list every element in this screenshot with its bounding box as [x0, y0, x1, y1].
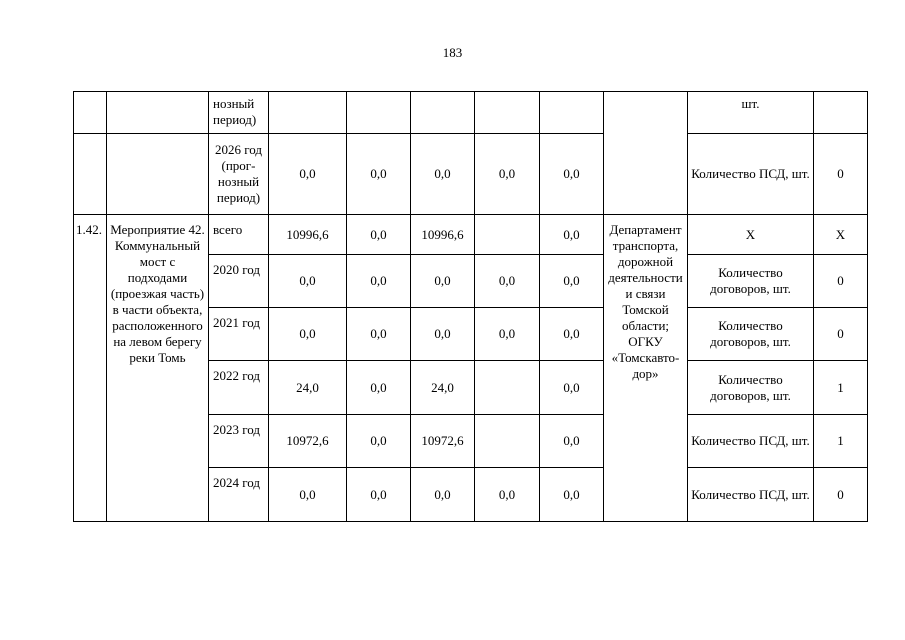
cell-value: 0,0: [540, 255, 604, 308]
cell-period: 2021 год: [209, 308, 269, 361]
cell-value: 0,0: [269, 468, 347, 522]
cell-value: [475, 361, 540, 415]
cell-indicator: Количество договоров, шт.: [688, 361, 814, 415]
cell-value: 0,0: [540, 468, 604, 522]
cell-value: 0,0: [411, 468, 475, 522]
cell-value: 0,0: [347, 308, 411, 361]
cell-value: 0,0: [347, 255, 411, 308]
cell-indicator-value: 1: [814, 415, 868, 468]
cell-value: 0,0: [540, 134, 604, 215]
cell-indicator-value: X: [814, 215, 868, 255]
cell-indicator-value: 1: [814, 361, 868, 415]
cell-value: 0,0: [411, 134, 475, 215]
table-row: [74, 215, 868, 255]
cell-indicator-value: 0: [814, 468, 868, 522]
table-row: [74, 92, 868, 134]
cell-value: 0,0: [411, 308, 475, 361]
cell-name-empty: [107, 92, 209, 134]
cell-period: 2022 год: [209, 361, 269, 415]
cell-value: 0,0: [540, 361, 604, 415]
cell-executor-empty: [604, 92, 688, 215]
cell-period: 2026 год (прог-нозный период): [209, 134, 269, 215]
cell-value: [475, 415, 540, 468]
cell-value: 10996,6: [269, 215, 347, 255]
program-table: [73, 91, 868, 522]
cell-value: 0,0: [347, 468, 411, 522]
cell-value: 0,0: [269, 134, 347, 215]
cell-value: 0,0: [347, 134, 411, 215]
cell-period: 2024 год: [209, 468, 269, 522]
cell-value: 0,0: [347, 215, 411, 255]
cell-indicator: Количество договоров, шт.: [688, 308, 814, 361]
cell-value: 0,0: [540, 215, 604, 255]
cell-value: 0,0: [540, 415, 604, 468]
cell-period: нозный период): [209, 92, 269, 134]
cell-indicator: X: [688, 215, 814, 255]
cell-indicator: Количество ПСД, шт.: [688, 415, 814, 468]
cell-period: всего: [209, 215, 269, 255]
cell-value: 0,0: [347, 361, 411, 415]
cell-value: 0,0: [269, 308, 347, 361]
cell-period: 2020 год: [209, 255, 269, 308]
cell-value: 0,0: [347, 415, 411, 468]
cell-value: 10972,6: [269, 415, 347, 468]
cell-value: 24,0: [411, 361, 475, 415]
cell-value: 10996,6: [411, 215, 475, 255]
cell-value: 0,0: [475, 134, 540, 215]
cell-indicator: Количество договоров, шт.: [688, 255, 814, 308]
cell-value: 0,0: [475, 308, 540, 361]
cell-indicator-value: 0: [814, 308, 868, 361]
cell-value: 0,0: [475, 255, 540, 308]
cell-value: [475, 215, 540, 255]
cell-executor: Департамент транспорта, дорожной деятельности и связи Томской области; ОГКУ «Томскавто-дор»: [604, 215, 688, 522]
cell-measure-name: Мероприятие 42. Коммунальный мост с подходами (проезжая часть) в части объекта, расположенного на левом берегу реки Томь: [107, 215, 209, 522]
cell-indicator: Количество ПСД, шт.: [688, 468, 814, 522]
cell-value: 0,0: [475, 468, 540, 522]
cell-period: 2023 год: [209, 415, 269, 468]
cell-value: 0,0: [540, 308, 604, 361]
cell-value: 0,0: [411, 255, 475, 308]
cell-value: 24,0: [269, 361, 347, 415]
cell-value: 0,0: [269, 255, 347, 308]
cell-number-empty: [74, 92, 107, 134]
page-number: 183: [442, 45, 463, 60]
cell-indicator-value: 0: [814, 255, 868, 308]
table-row: [74, 134, 868, 215]
cell-indicator-value: 0: [814, 134, 868, 215]
cell-indicator: шт.: [688, 92, 814, 134]
cell-number: 1.42.: [74, 215, 107, 522]
cell-indicator: Количество ПСД, шт.: [688, 134, 814, 215]
cell-value: 10972,6: [411, 415, 475, 468]
